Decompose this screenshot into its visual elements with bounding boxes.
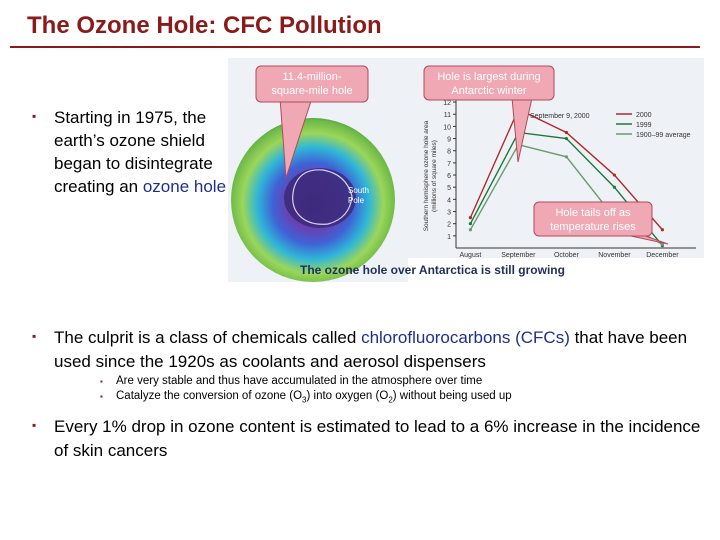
bullet-skin-cancer: Every 1% drop in ozone content is estimated to lead to a 6% increase in the incidence of skin cancers bbox=[54, 417, 701, 460]
data-point bbox=[565, 137, 568, 140]
y-tick-label: 7 bbox=[447, 160, 451, 168]
date-label: September 9, 2000 bbox=[530, 113, 590, 120]
data-point bbox=[469, 216, 472, 219]
ozone-figure-svg bbox=[228, 58, 704, 282]
ozone-figure bbox=[228, 58, 704, 282]
legend-label: 2000 bbox=[636, 112, 652, 119]
y-tick-label: 9 bbox=[447, 136, 451, 144]
y-axis-label: Southern hemisphere ozone hole area bbox=[423, 120, 430, 232]
callout-left-line1: 11.4-million- bbox=[282, 71, 342, 83]
y-tick-label: 4 bbox=[447, 197, 451, 205]
callout-right-line1: Hole is largest during bbox=[437, 71, 541, 83]
data-point bbox=[565, 155, 568, 158]
bullet-highlight: ozone hole bbox=[142, 177, 227, 196]
y-tick-label: 8 bbox=[447, 148, 451, 156]
callout-bottom-line2: temperature rises bbox=[550, 221, 636, 233]
y-tick-label: 6 bbox=[447, 173, 451, 181]
bullet-marker: ▪ bbox=[32, 418, 37, 432]
callout-right-line2: Antarctic winter bbox=[451, 85, 527, 97]
data-point bbox=[469, 222, 472, 225]
data-point bbox=[613, 186, 616, 189]
subbullet-stable: Are very stable and thus have accumulated in the atmosphere over time bbox=[116, 375, 483, 387]
bullet-marker: ▪ bbox=[32, 109, 37, 123]
data-point bbox=[565, 131, 568, 134]
x-tick-label: December bbox=[646, 252, 679, 259]
slide-title: The Ozone Hole: CFC Pollution bbox=[27, 12, 382, 39]
x-tick-label: September bbox=[501, 252, 536, 259]
callout-left-line2: square-mile hole bbox=[271, 85, 353, 97]
y-tick-label: 3 bbox=[447, 209, 451, 217]
y-tick-label: 1 bbox=[447, 233, 451, 241]
map-label-line2: Pole bbox=[348, 196, 365, 205]
y-tick-label: 11 bbox=[443, 112, 451, 120]
data-point bbox=[469, 228, 472, 231]
x-tick-label: August bbox=[459, 252, 482, 259]
bullet-text: Starting in 1975, the earth’s ozone shield began to disintegrate creating an bbox=[54, 108, 213, 196]
subbullet-marker: ▪ bbox=[100, 377, 103, 386]
y-tick-label: 2 bbox=[447, 221, 451, 229]
y-tick-label: 10 bbox=[443, 124, 451, 132]
bullet-text: The culprit is a class of chemicals called bbox=[54, 328, 362, 347]
callout-bottom-line1: Hole tails off as bbox=[555, 207, 631, 219]
y-axis-label-units: (millions of square miles) bbox=[431, 140, 438, 212]
map-label-line1: South bbox=[348, 186, 369, 195]
bullet-highlight: chlorofluorocarbons (CFCs) bbox=[361, 328, 570, 347]
legend-label: 1999 bbox=[636, 122, 652, 129]
data-point bbox=[661, 228, 664, 231]
y-tick-label: 12 bbox=[443, 100, 451, 108]
figure-caption: The ozone hole over Antarctica is still growing bbox=[300, 263, 565, 277]
title-divider bbox=[10, 46, 700, 48]
bullet-marker: ▪ bbox=[32, 329, 37, 343]
y-tick-label: 5 bbox=[447, 185, 451, 193]
bullet-cfc-culprit bbox=[54, 326, 714, 374]
x-tick-label: October bbox=[553, 252, 579, 259]
subbullet-catalyze: Catalyze the conversion of ozone $(O_3)$ into oxygen $(O_2)$ without being used up bbox=[116, 390, 512, 405]
data-point bbox=[613, 173, 616, 176]
x-tick-label: November bbox=[598, 252, 631, 259]
subbullet-marker: ▪ bbox=[100, 392, 103, 401]
bullet-text-end: that have been used since the 1920s as coolants and aerosol dispensers bbox=[54, 328, 688, 371]
antarctica-shape bbox=[284, 168, 356, 228]
legend-label: 1900–99 average bbox=[636, 132, 691, 139]
bullet-ozone-shield bbox=[54, 106, 234, 198]
